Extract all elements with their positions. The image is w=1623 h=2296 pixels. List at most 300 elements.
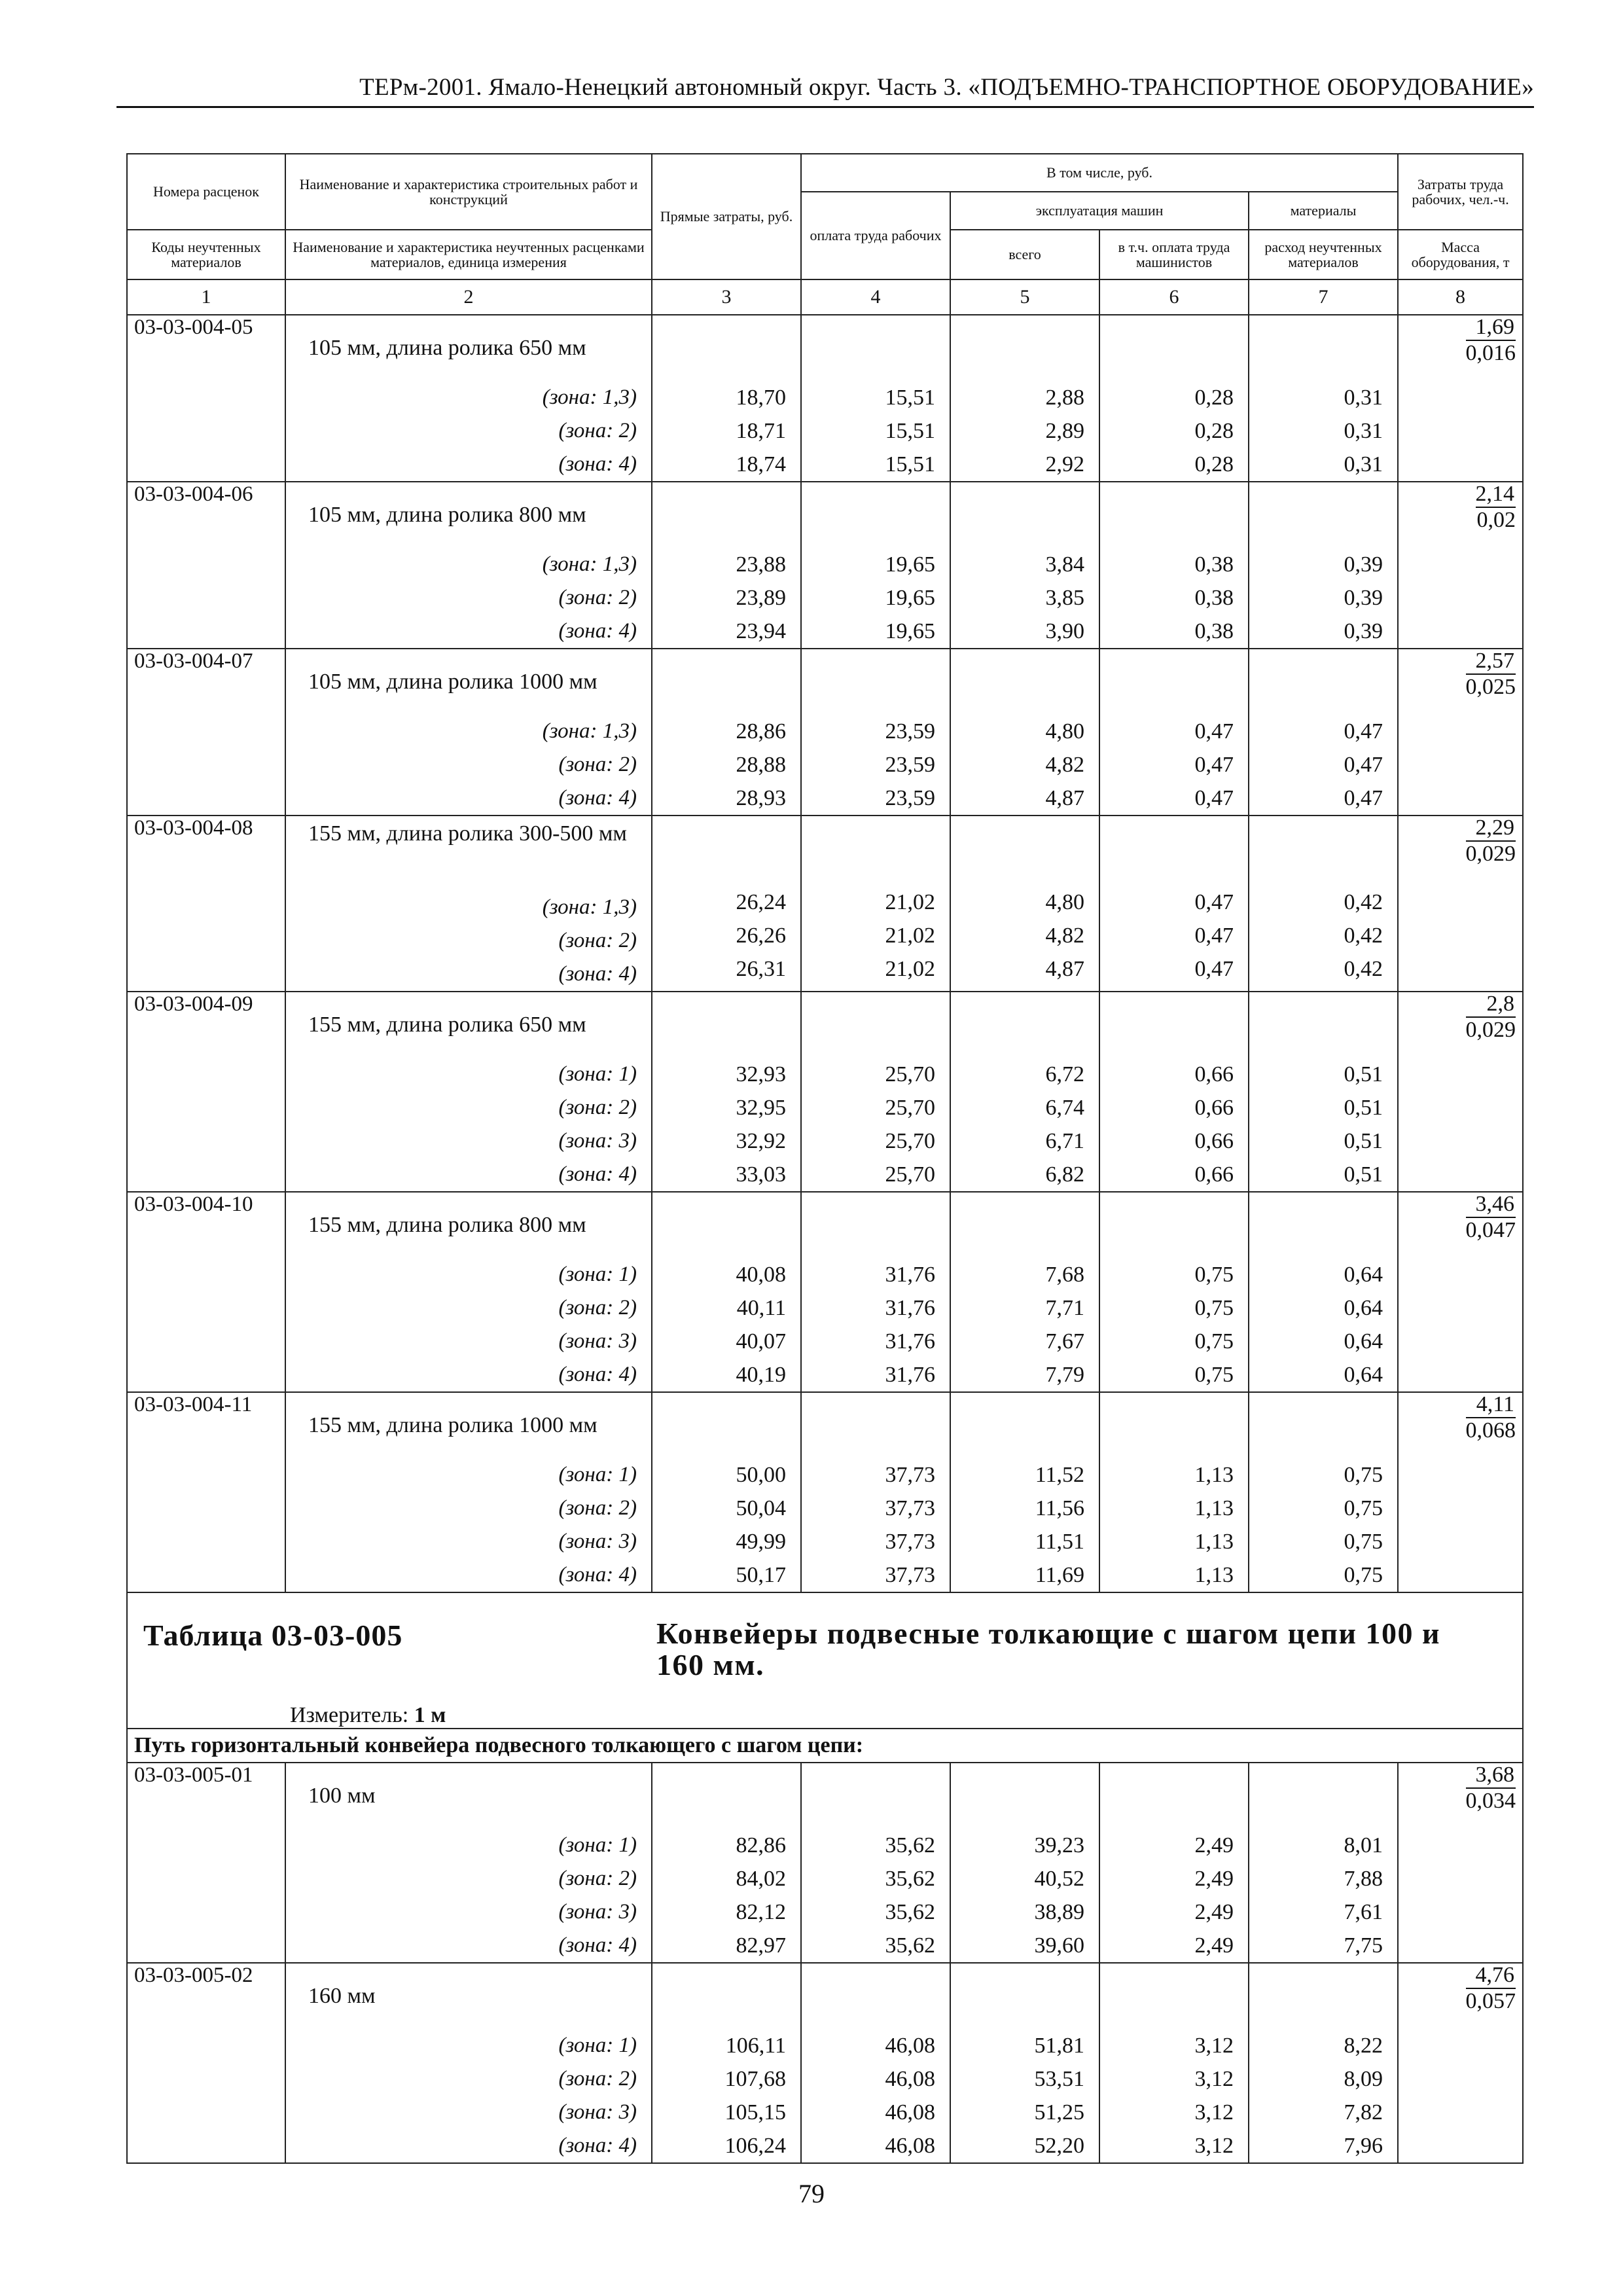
value-mach-wage: 0,47 — [1194, 786, 1234, 810]
labor-over-mass — [1466, 649, 1516, 698]
value-mach: 4,80 — [1045, 890, 1084, 914]
cell-mat — [1249, 649, 1398, 816]
value-wage: 21,02 — [885, 957, 935, 981]
cell-mach-wage — [1099, 315, 1249, 482]
rate-name-cell — [285, 1192, 652, 1392]
page-number: 79 — [798, 2179, 825, 2208]
title-spacer — [957, 1393, 1092, 1458]
value-mat: 0,51 — [1344, 1062, 1383, 1086]
cell-direct — [652, 1192, 801, 1392]
measure-label: Измеритель: — [290, 1703, 409, 1727]
zone-label: (зона: 4) — [558, 786, 637, 810]
labor-costs: 4,11 — [1466, 1393, 1516, 1418]
title-spacer — [808, 315, 943, 381]
title-spacer — [1107, 482, 1241, 548]
rate-name-cell — [285, 482, 652, 649]
header-machines-total: всего — [950, 230, 1099, 279]
value-mat: 0,64 — [1344, 1296, 1383, 1320]
value-mach: 7,68 — [1045, 1263, 1084, 1287]
rates-table-frame — [126, 153, 1522, 2164]
zone-label: (зона: 2) — [558, 586, 637, 609]
cell-mach-wage — [1099, 1392, 1249, 1592]
value-wage: 25,70 — [885, 1162, 935, 1187]
cell-mach — [950, 649, 1099, 816]
table-section-03-03-005 — [127, 1592, 1523, 1763]
cell-direct — [652, 482, 801, 649]
value-direct: 49,99 — [736, 1530, 786, 1554]
zone-label: (зона: 4) — [558, 962, 637, 986]
zone-label: (зона: 4) — [558, 452, 637, 476]
title-spacer — [1256, 315, 1391, 381]
header-work-name: Наименование и характеристика строительных работ и конструкций — [285, 154, 652, 230]
value-mach: 7,79 — [1045, 1363, 1084, 1387]
equipment-mass: 0,068 — [1465, 1418, 1516, 1443]
table-section-cell — [127, 1592, 1523, 1729]
cell-wage — [801, 315, 950, 482]
value-mat: 0,31 — [1344, 386, 1383, 410]
value-mat: 0,42 — [1344, 957, 1383, 981]
value-wage: 35,62 — [885, 1833, 935, 1857]
cell-mat — [1249, 816, 1398, 992]
rate-row — [127, 649, 1523, 816]
value-wage: 25,70 — [885, 1096, 935, 1120]
value-mach: 53,51 — [1034, 2067, 1084, 2091]
equipment-mass: 0,057 — [1465, 1988, 1516, 2013]
title-spacer — [1256, 1763, 1391, 1829]
value-direct: 18,74 — [736, 452, 786, 476]
cell-mach — [950, 1192, 1099, 1392]
header-rule — [116, 106, 1534, 108]
value-mach: 6,74 — [1045, 1096, 1084, 1120]
rate-rows-part1 — [127, 315, 1523, 1592]
value-mach: 6,72 — [1045, 1062, 1084, 1086]
title-spacer — [1256, 482, 1391, 548]
cell-mach-wage — [1099, 816, 1249, 992]
value-mat: 0,42 — [1344, 890, 1383, 914]
labor-costs: 2,57 — [1466, 649, 1516, 675]
value-direct: 26,26 — [736, 924, 786, 948]
value-wage: 19,65 — [885, 586, 935, 610]
value-mach: 6,82 — [1045, 1162, 1084, 1187]
value-mach-wage: 0,38 — [1194, 619, 1234, 643]
value-mach: 51,25 — [1034, 2100, 1084, 2125]
value-direct: 50,17 — [736, 1563, 786, 1587]
rate-row — [127, 1192, 1523, 1392]
rate-title: 155 мм, длина ролика 650 мм — [308, 1013, 586, 1037]
header-materials: материалы — [1249, 192, 1398, 230]
value-wage: 46,08 — [885, 2134, 935, 2158]
column-number: 8 — [1398, 279, 1523, 315]
value-mat: 0,47 — [1344, 753, 1383, 777]
cell-direct — [652, 1963, 801, 2163]
title-spacer — [1107, 1964, 1241, 2029]
title-spacer — [659, 1964, 794, 2029]
header-material-codes: Коды неучтенных материалов — [127, 230, 285, 279]
rate-code: 03-03-005-01 — [127, 1763, 285, 1963]
title-spacer — [659, 992, 794, 1058]
rate-title: 155 мм, длина ролика 800 мм — [308, 1213, 586, 1237]
value-mat: 8,09 — [1344, 2067, 1383, 2091]
value-wage: 46,08 — [885, 2100, 935, 2125]
zone-label: (зона: 2) — [558, 753, 637, 776]
title-spacer — [808, 816, 943, 886]
value-mach-wage: 3,12 — [1194, 2067, 1234, 2091]
value-wage: 21,02 — [885, 890, 935, 914]
value-mat: 7,96 — [1344, 2134, 1383, 2158]
rate-code: 03-03-004-09 — [127, 992, 285, 1192]
title-spacer — [808, 649, 943, 715]
title-spacer — [808, 1964, 943, 2029]
zone-label: (зона: 1) — [558, 1833, 637, 1857]
title-spacer — [1107, 1393, 1241, 1458]
value-wage: 31,76 — [885, 1363, 935, 1387]
value-mach-wage: 0,66 — [1194, 1162, 1234, 1187]
labor-costs: 1,69 — [1466, 315, 1516, 341]
labor-mass-cell — [1398, 992, 1523, 1192]
rate-name-cell — [285, 649, 652, 816]
value-mach-wage: 3,12 — [1194, 2134, 1234, 2158]
value-wage: 31,76 — [885, 1296, 935, 1320]
labor-mass-cell — [1398, 1192, 1523, 1392]
value-mach-wage: 1,13 — [1194, 1530, 1234, 1554]
zone-label: (зона: 1,3) — [542, 719, 637, 743]
rate-name-cell — [285, 315, 652, 482]
cell-mat — [1249, 1763, 1398, 1963]
labor-over-mass — [1466, 1964, 1516, 2013]
value-mach-wage: 0,47 — [1194, 753, 1234, 777]
value-mat: 0,75 — [1344, 1496, 1383, 1520]
value-mach: 3,85 — [1045, 586, 1084, 610]
value-mach-wage: 2,49 — [1194, 1900, 1234, 1924]
labor-mass-cell — [1398, 816, 1523, 992]
value-direct: 50,04 — [736, 1496, 786, 1520]
column-number: 4 — [801, 279, 950, 315]
rate-row — [127, 816, 1523, 992]
cell-wage — [801, 649, 950, 816]
zone-label: (зона: 4) — [558, 1933, 637, 1957]
value-mat: 7,75 — [1344, 1933, 1383, 1958]
value-wage: 25,70 — [885, 1129, 935, 1153]
value-mach-wage: 0,75 — [1194, 1263, 1234, 1287]
title-spacer — [957, 1193, 1092, 1258]
value-mat: 8,01 — [1344, 1833, 1383, 1857]
value-mat: 0,39 — [1344, 552, 1383, 577]
zone-label: (зона: 2) — [558, 1496, 637, 1520]
zone-label: (зона: 2) — [558, 419, 637, 442]
value-mat: 0,31 — [1344, 452, 1383, 476]
value-direct: 26,24 — [736, 890, 786, 914]
cell-direct — [652, 315, 801, 482]
zone-label: (зона: 3) — [558, 1329, 637, 1353]
title-spacer — [1256, 1393, 1391, 1458]
value-mach-wage: 1,13 — [1194, 1496, 1234, 1520]
header-machine-operation: эксплуатация машин — [950, 192, 1249, 230]
title-spacer — [659, 1193, 794, 1258]
cell-direct — [652, 649, 801, 816]
rate-row — [127, 1963, 1523, 2163]
value-direct: 28,93 — [736, 786, 786, 810]
title-spacer — [1256, 1964, 1391, 2029]
rate-title: 155 мм, длина ролика 1000 мм — [308, 1413, 597, 1437]
title-spacer — [808, 1193, 943, 1258]
cell-mat — [1249, 1392, 1398, 1592]
value-mach: 11,56 — [1035, 1496, 1084, 1520]
value-wage: 35,62 — [885, 1900, 935, 1924]
rate-code: 03-03-004-08 — [127, 816, 285, 992]
value-mach-wage: 0,47 — [1194, 719, 1234, 744]
cell-wage — [801, 1192, 950, 1392]
rate-row — [127, 992, 1523, 1192]
zone-label: (зона: 2) — [558, 1296, 637, 1319]
value-mat: 0,51 — [1344, 1162, 1383, 1187]
value-direct: 32,92 — [736, 1129, 786, 1153]
cell-wage — [801, 482, 950, 649]
rates-table — [126, 153, 1524, 2164]
labor-costs: 3,46 — [1466, 1193, 1516, 1218]
title-spacer — [659, 482, 794, 548]
zone-label: (зона: 4) — [558, 1162, 637, 1186]
value-direct: 107,68 — [724, 2067, 786, 2091]
cell-mach — [950, 992, 1099, 1192]
table-title: Конвейеры подвесные толкающие с шагом цепи 100 и 160 мм. — [656, 1617, 1441, 1682]
equipment-mass: 0,029 — [1465, 1017, 1516, 1042]
title-spacer — [659, 315, 794, 381]
labor-mass-cell — [1398, 1392, 1523, 1592]
rate-title: 155 мм, длина ролика 300-500 мм — [308, 821, 627, 846]
title-spacer — [1107, 315, 1241, 381]
cell-mat — [1249, 315, 1398, 482]
column-number: 1 — [127, 279, 285, 315]
value-mach: 3,84 — [1045, 552, 1084, 577]
title-spacer — [1107, 649, 1241, 715]
cell-mach — [950, 1763, 1099, 1963]
header-material-names: Наименование и характеристика неучтенных расценками материалов, единица измерения — [285, 230, 652, 279]
zone-label: (зона: 4) — [558, 1363, 637, 1386]
value-direct: 40,19 — [736, 1363, 786, 1387]
value-mach: 2,89 — [1045, 419, 1084, 443]
cell-mat — [1249, 1963, 1398, 2163]
labor-over-mass — [1466, 1193, 1516, 1242]
equipment-mass: 0,034 — [1465, 1788, 1516, 1813]
title-spacer — [1256, 649, 1391, 715]
value-wage: 19,65 — [885, 552, 935, 577]
value-mat: 8,22 — [1344, 2034, 1383, 2058]
equipment-mass: 0,029 — [1465, 841, 1516, 866]
value-wage: 23,59 — [885, 753, 935, 777]
title-spacer — [957, 816, 1092, 886]
value-direct: 23,94 — [736, 619, 786, 643]
value-mach: 7,71 — [1045, 1296, 1084, 1320]
header-direct-costs: Прямые затраты, руб. — [652, 154, 801, 279]
rate-code: 03-03-004-07 — [127, 649, 285, 816]
rate-title: 105 мм, длина ролика 1000 мм — [308, 670, 597, 694]
value-mach: 4,82 — [1045, 753, 1084, 777]
value-mach-wage: 0,75 — [1194, 1329, 1234, 1354]
cell-wage — [801, 992, 950, 1192]
value-mat: 0,75 — [1344, 1530, 1383, 1554]
value-mach-wage: 1,13 — [1194, 1463, 1234, 1487]
rate-row — [127, 1763, 1523, 1963]
labor-over-mass — [1466, 816, 1516, 865]
value-direct: 106,24 — [724, 2134, 786, 2158]
value-mach-wage: 0,47 — [1194, 890, 1234, 914]
value-mach: 4,82 — [1045, 924, 1084, 948]
title-spacer — [957, 1964, 1092, 2029]
title-spacer — [1107, 1763, 1241, 1829]
value-mach-wage: 0,28 — [1194, 419, 1234, 443]
cell-mat — [1249, 992, 1398, 1192]
value-mach: 4,87 — [1045, 786, 1084, 810]
table-label: Таблица 03-03-005 — [143, 1619, 403, 1652]
value-mach: 4,87 — [1045, 957, 1084, 981]
cell-direct — [652, 1392, 801, 1592]
rate-row — [127, 1392, 1523, 1592]
column-number: 5 — [950, 279, 1099, 315]
value-wage: 23,59 — [885, 786, 935, 810]
value-wage: 37,73 — [885, 1496, 935, 1520]
value-mach: 4,80 — [1045, 719, 1084, 744]
value-mach-wage: 0,47 — [1194, 957, 1234, 981]
value-mach: 6,71 — [1045, 1129, 1084, 1153]
section-subheading: Путь горизонтальный конвейера подвесного толкающего с шагом цепи: — [127, 1729, 1523, 1763]
rate-code: 03-03-005-02 — [127, 1963, 285, 2163]
header-rate-number: Номера расценок — [127, 154, 285, 230]
equipment-mass: 0,047 — [1465, 1217, 1516, 1242]
labor-mass-cell — [1398, 649, 1523, 816]
labor-over-mass — [1466, 992, 1516, 1041]
cell-mat — [1249, 482, 1398, 649]
value-wage: 37,73 — [885, 1530, 935, 1554]
cell-mach-wage — [1099, 649, 1249, 816]
value-direct: 84,02 — [736, 1867, 786, 1891]
rate-row — [127, 315, 1523, 482]
cell-mach — [950, 816, 1099, 992]
zone-label: (зона: 3) — [558, 1530, 637, 1553]
value-mach-wage: 2,49 — [1194, 1933, 1234, 1958]
zone-label: (зона: 1,3) — [542, 386, 637, 409]
equipment-mass: 0,016 — [1465, 340, 1516, 365]
value-direct: 23,89 — [736, 586, 786, 610]
value-direct: 26,31 — [736, 957, 786, 981]
value-direct: 105,15 — [724, 2100, 786, 2125]
equipment-mass: 0,025 — [1465, 674, 1516, 699]
cell-wage — [801, 816, 950, 992]
value-mach: 2,88 — [1045, 386, 1084, 410]
value-wage: 46,08 — [885, 2034, 935, 2058]
title-spacer — [659, 816, 794, 886]
title-spacer — [1107, 816, 1241, 886]
cell-mach — [950, 1963, 1099, 2163]
value-direct: 106,11 — [725, 2034, 786, 2058]
value-mach-wage: 0,47 — [1194, 924, 1234, 948]
cell-mach — [950, 482, 1099, 649]
column-number: 7 — [1249, 279, 1398, 315]
value-mat: 0,51 — [1344, 1129, 1383, 1153]
value-mat: 0,39 — [1344, 586, 1383, 610]
value-mach: 38,89 — [1034, 1900, 1084, 1924]
cell-mat — [1249, 1192, 1398, 1392]
value-direct: 32,95 — [736, 1096, 786, 1120]
value-mach: 39,23 — [1034, 1833, 1084, 1857]
title-spacer — [1107, 992, 1241, 1058]
cell-mach-wage — [1099, 1763, 1249, 1963]
cell-direct — [652, 816, 801, 992]
value-mach: 11,69 — [1035, 1563, 1084, 1587]
cell-mach-wage — [1099, 482, 1249, 649]
rate-code: 03-03-004-10 — [127, 1192, 285, 1392]
rate-title: 100 мм — [308, 1784, 376, 1808]
column-number: 3 — [652, 279, 801, 315]
value-wage: 31,76 — [885, 1329, 935, 1354]
value-mat: 7,88 — [1344, 1867, 1383, 1891]
value-wage: 37,73 — [885, 1563, 935, 1587]
title-spacer — [808, 1763, 943, 1829]
header-including: В том числе, руб. — [801, 154, 1398, 192]
value-mat: 0,42 — [1344, 924, 1383, 948]
value-direct: 18,70 — [736, 386, 786, 410]
value-wage: 19,65 — [885, 619, 935, 643]
value-mat: 0,47 — [1344, 719, 1383, 744]
value-mat: 0,64 — [1344, 1363, 1383, 1387]
zone-label: (зона: 1) — [558, 1062, 637, 1086]
value-wage: 37,73 — [885, 1463, 935, 1487]
value-mat: 0,39 — [1344, 619, 1383, 643]
value-mach-wage: 0,38 — [1194, 552, 1234, 577]
rate-title: 105 мм, длина ролика 650 мм — [308, 336, 586, 360]
value-mach: 11,52 — [1035, 1463, 1084, 1487]
labor-costs: 3,68 — [1466, 1763, 1516, 1789]
labor-mass-cell — [1398, 1963, 1523, 2163]
zone-label: (зона: 3) — [558, 1129, 637, 1153]
measure-unit — [290, 1703, 446, 1728]
value-mach-wage: 0,38 — [1194, 586, 1234, 610]
cell-wage — [801, 1392, 950, 1592]
rate-name-cell — [285, 1392, 652, 1592]
value-wage: 15,51 — [885, 386, 935, 410]
value-mat: 0,75 — [1344, 1563, 1383, 1587]
value-wage: 35,62 — [885, 1933, 935, 1958]
value-wage: 25,70 — [885, 1062, 935, 1086]
rate-row — [127, 482, 1523, 649]
zone-label: (зона: 1) — [558, 1263, 637, 1286]
zone-label: (зона: 4) — [558, 2134, 637, 2157]
equipment-mass: 0,02 — [1476, 507, 1516, 532]
cell-wage — [801, 1763, 950, 1963]
rate-name-cell — [285, 1963, 652, 2163]
cell-mach-wage — [1099, 992, 1249, 1192]
labor-over-mass — [1466, 1763, 1516, 1812]
value-mach: 52,20 — [1034, 2134, 1084, 2158]
value-mat: 0,75 — [1344, 1463, 1383, 1487]
value-mach-wage: 3,12 — [1194, 2034, 1234, 2058]
rate-name-cell — [285, 1763, 652, 1963]
rate-code: 03-03-004-11 — [127, 1392, 285, 1592]
cell-wage — [801, 1963, 950, 2163]
value-direct: 33,03 — [736, 1162, 786, 1187]
rate-name-cell — [285, 992, 652, 1192]
title-spacer — [659, 1763, 794, 1829]
zone-label: (зона: 2) — [558, 2067, 637, 2090]
value-direct: 18,71 — [736, 419, 786, 443]
value-direct: 50,00 — [736, 1463, 786, 1487]
zone-label: (зона: 1) — [558, 1463, 637, 1486]
value-mach-wage: 0,75 — [1194, 1296, 1234, 1320]
header-operator-wages: в т.ч. оплата труда машинистов — [1099, 230, 1249, 279]
value-direct: 28,86 — [736, 719, 786, 744]
value-mach: 39,60 — [1034, 1933, 1084, 1958]
value-mat: 7,82 — [1344, 2100, 1383, 2125]
cell-mach-wage — [1099, 1963, 1249, 2163]
